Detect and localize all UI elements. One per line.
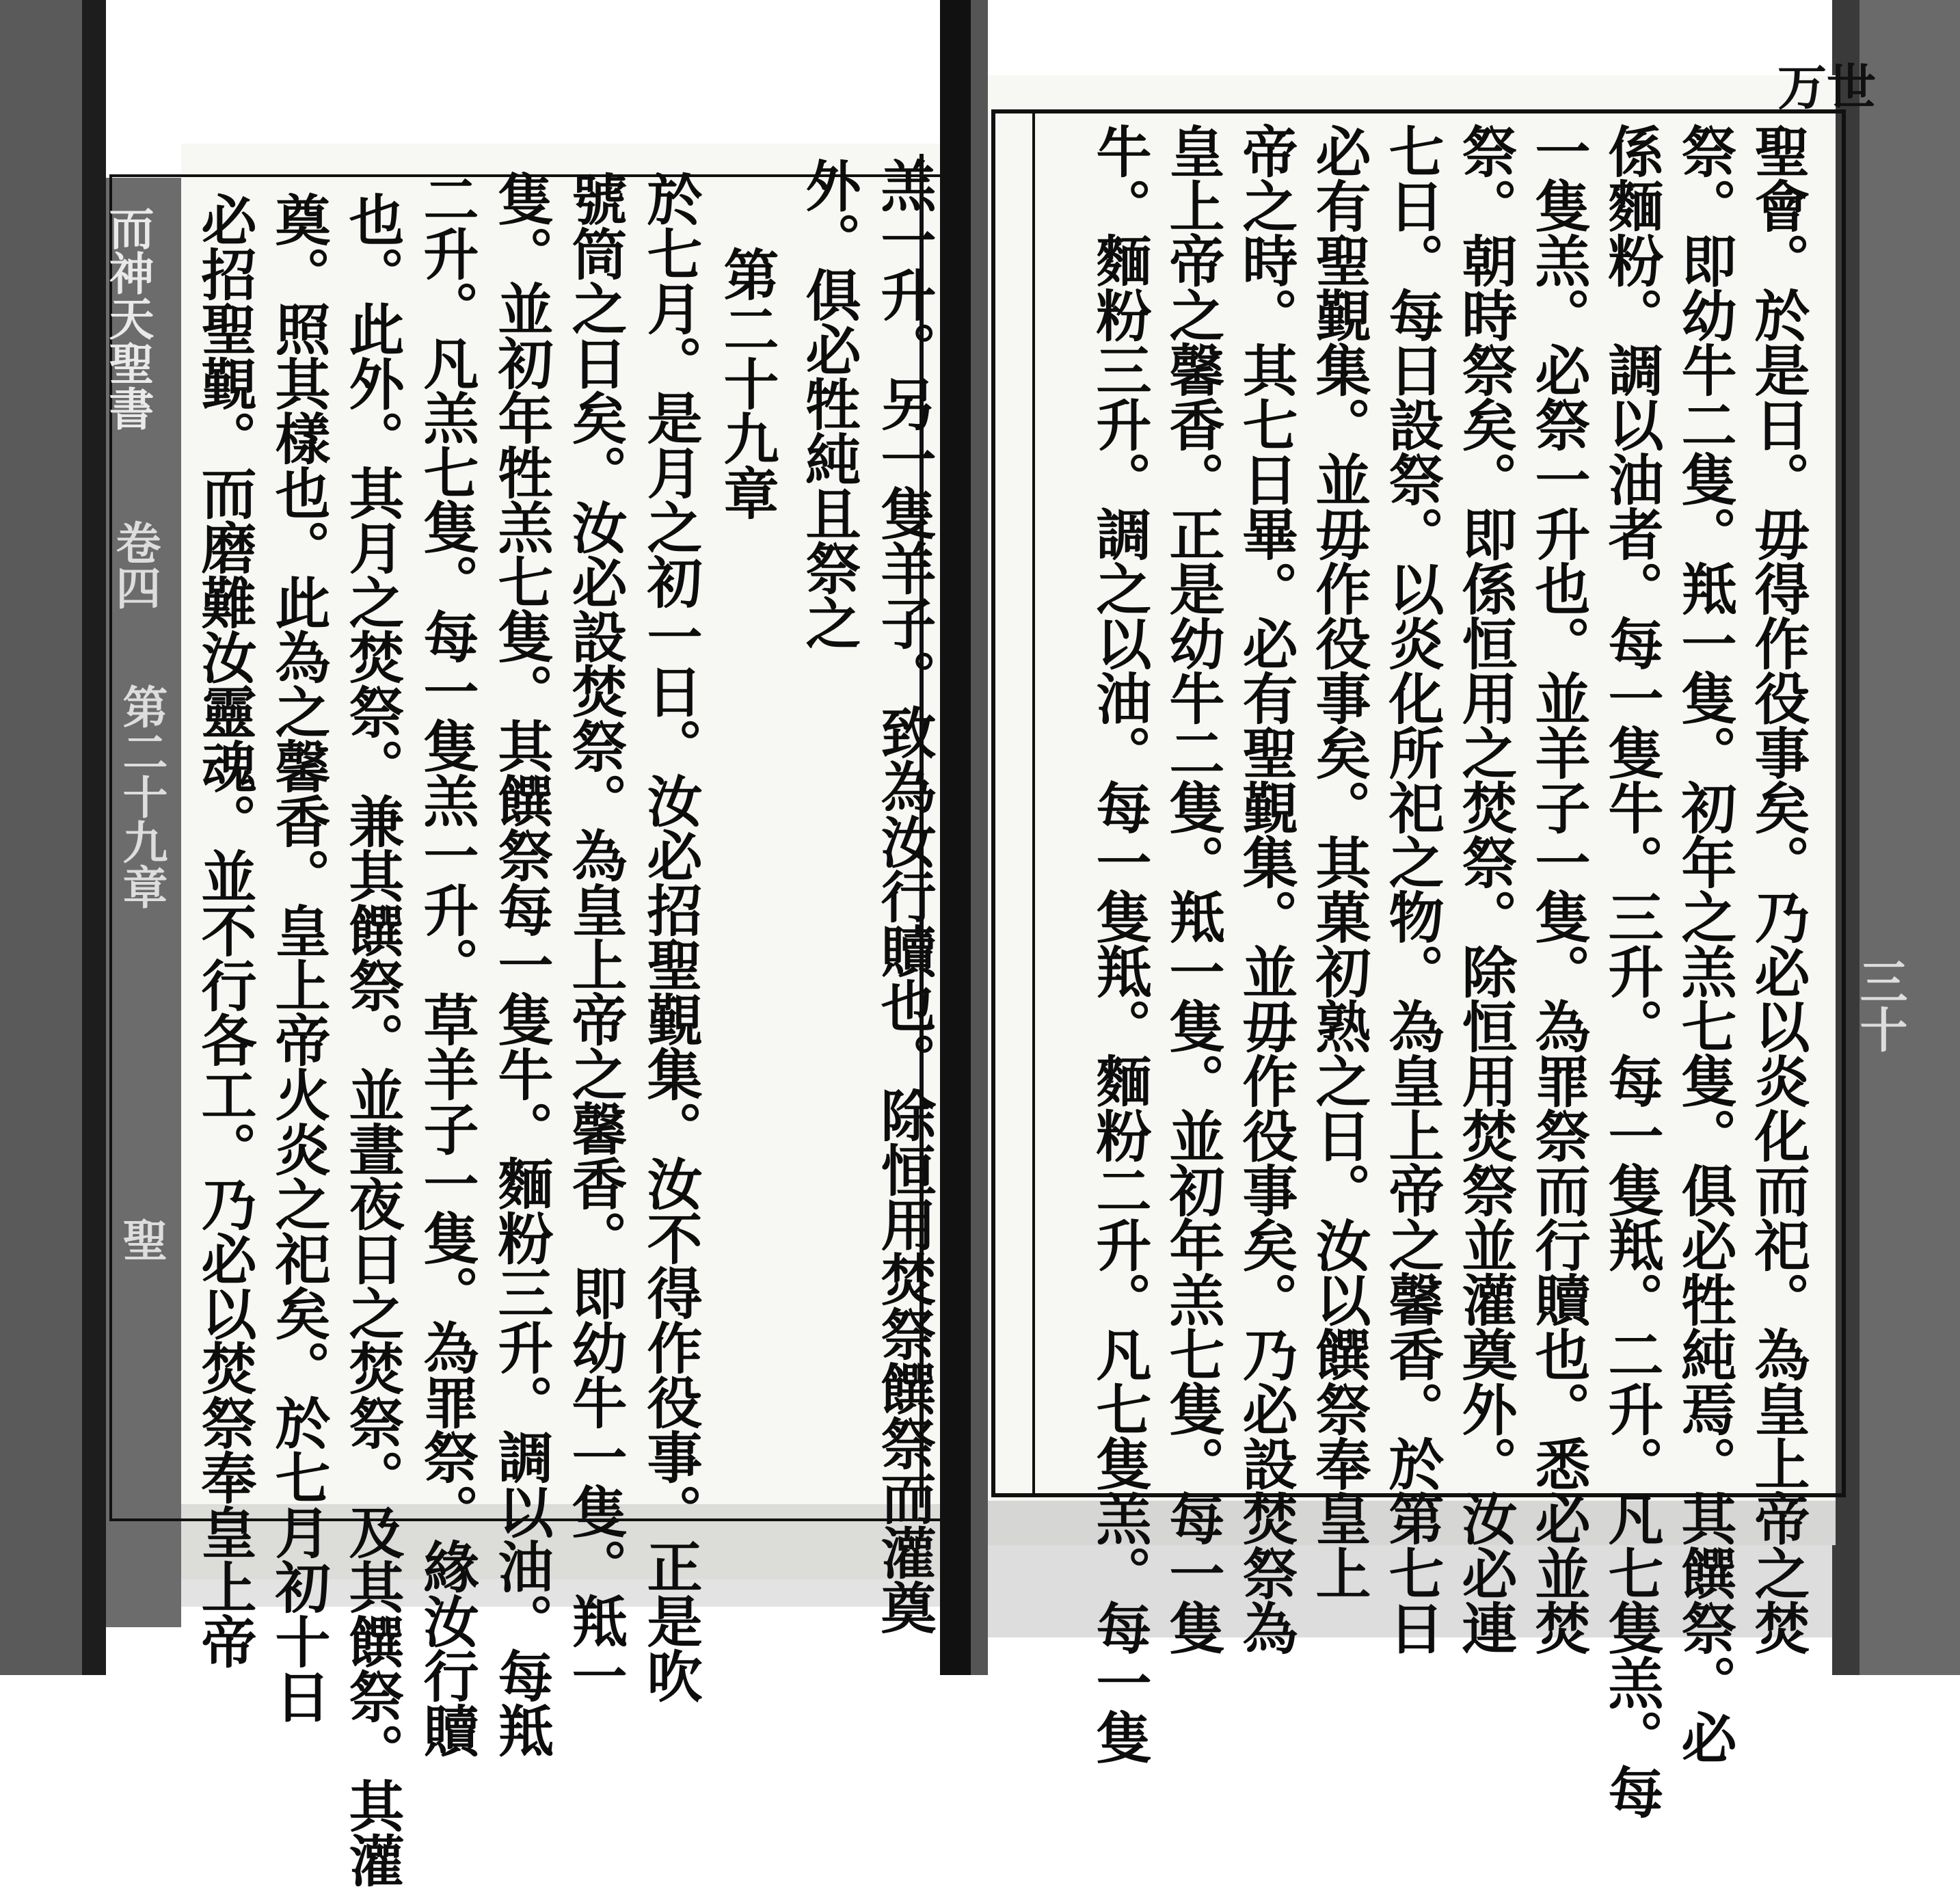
left-col-8: 也。此外。其月之焚祭。兼其饌祭。並晝夜日之焚祭。及其饌祭。其灌 <box>340 191 405 1887</box>
left-col-2: 外。俱必牲純且祭之 <box>796 157 861 650</box>
right-folio: 三十 <box>1852 957 1909 1053</box>
right-col-5: 祭。朝時祭矣。即係恒用之焚祭。除恒用焚祭並灌奠外。汝必連 <box>1453 123 1518 1655</box>
left-col-1: 羔一升。另一隻羊子。致為汝行贖也。除恒用焚祭饌祭而灌奠 <box>872 157 937 1634</box>
right-page-shadow <box>1860 0 1960 1675</box>
right-top-corner: 万世 <box>1777 58 1877 116</box>
left-col-6: 隻。並初年牲羔七隻。其饌祭每一隻牛。麵粉三升。調以油。每羝 <box>489 171 554 1757</box>
left-col-7: 二升。凡羔七隻。每一隻羔一升。草羊子一隻。為罪祭。緣汝行贖 <box>414 171 479 1757</box>
left-col-5: 號筒之日矣。汝必設焚祭。為皇上帝之馨香。即幼牛一隻。羝一 <box>563 171 628 1702</box>
left-col-4: 於七月。是月之初一日。汝必招聖覲集。汝不得作役事。正是吹 <box>638 171 703 1702</box>
right-col-3: 係麵粉。調以油者。每一隻牛。三升。每一隻羝。二升。凡七隻羔。每 <box>1599 123 1664 1819</box>
right-page-inner-rule <box>1032 109 1035 1497</box>
margin-volume: 卷四 <box>108 520 161 610</box>
right-col-8: 帝之時。其七日畢。必有聖覲集。並毋作役事矣。乃必設焚祭為 <box>1233 123 1298 1655</box>
right-col-9: 皇上帝之馨香。正是幼牛二隻。羝一隻。並初年羔七隻。每一隻 <box>1160 123 1225 1655</box>
right-col-7: 必有聖覲集。並毋作役事矣。其菓初熟之日。汝以饌祭奉皇上 <box>1306 123 1371 1600</box>
margin-book-title: 而神天聖書 <box>101 205 155 431</box>
center-gutter-shadow <box>971 0 988 1675</box>
right-col-1: 聖會。於是日。毋得作役事矣。乃必以炎化而祀。為皇上帝之焚 <box>1745 123 1810 1655</box>
left-col-10: 必招聖覲。而磨難汝靈魂。並不行各工。乃必以焚祭奉皇上帝 <box>192 191 257 1668</box>
right-col-4: 一隻羔。必祭一升也。並羊子一隻。為罪祭而行贖也。悉必並焚 <box>1526 123 1591 1655</box>
right-col-6: 七日。每日設祭。以炎化所祀之物。為皇上帝之馨香。於第七日 <box>1380 123 1445 1655</box>
right-col-10: 牛。麵粉三升。調之以油。每一隻羝。麵粉二升。凡七隻羔。每一隻 <box>1087 123 1152 1764</box>
left-col-9: 奠。照其樣也。此為之馨香。皇上帝火炎之祀矣。於七月初十日 <box>266 191 331 1723</box>
margin-chapter: 第二十九章 <box>115 684 168 909</box>
chapter-heading: 第二十九章 <box>714 246 779 520</box>
margin-mark: 聖 <box>115 1217 168 1262</box>
left-scan-edge <box>0 0 92 1675</box>
right-col-2: 祭。即幼牛二隻。羝一隻。初年之羔七隻。俱必牲純焉。其饌祭。必 <box>1672 123 1737 1764</box>
